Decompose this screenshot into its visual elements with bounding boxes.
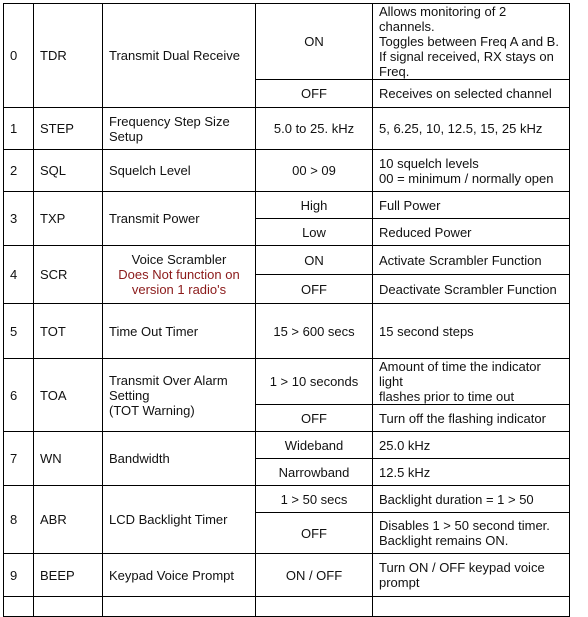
menu-number: 5 <box>4 304 34 359</box>
table-row-sql <box>4 150 570 192</box>
table-row-scr <box>4 246 570 275</box>
option-value: Narrowband <box>256 459 373 486</box>
option-description: 5, 6.25, 10, 12.5, 15, 25 kHz <box>373 108 570 150</box>
menu-number: 0 <box>4 4 34 108</box>
menu-code: TDR <box>34 4 103 108</box>
option-description: Turn ON / OFF keypad voice prompt <box>373 554 570 597</box>
option-value: 5.0 to 25. kHz <box>256 108 373 150</box>
option-value: 00 > 09 <box>256 150 373 192</box>
menu-code <box>34 597 103 617</box>
menu-number: 8 <box>4 486 34 554</box>
option-value: 1 > 50 secs <box>256 486 373 513</box>
menu-code: SCR <box>34 246 103 304</box>
table-row-tdr <box>4 4 570 80</box>
menu-name: Frequency Step Size Setup <box>103 108 256 150</box>
option-value: OFF <box>256 275 373 304</box>
option-description: Backlight duration = 1 > 50 <box>373 486 570 513</box>
menu-code: ABR <box>34 486 103 554</box>
menu-number: 9 <box>4 554 34 597</box>
option-description: 10 squelch levels 00 = minimum / normally open <box>373 150 570 192</box>
table-row-partial <box>4 597 570 617</box>
menu-name: LCD Backlight Timer <box>103 486 256 554</box>
menu-code: SQL <box>34 150 103 192</box>
option-description: Full Power <box>373 192 570 219</box>
menu-code: TOA <box>34 359 103 432</box>
option-value: 1 > 10 seconds <box>256 359 373 405</box>
option-value: ON / OFF <box>256 554 373 597</box>
menu-number: 1 <box>4 108 34 150</box>
option-description: Turn off the flashing indicator <box>373 405 570 432</box>
option-description: Disables 1 > 50 second timer. Backlight remains ON. <box>373 513 570 554</box>
menu-name: Transmit Power <box>103 192 256 246</box>
option-value: Wideband <box>256 432 373 459</box>
menu-name <box>103 246 256 304</box>
menu-name: Squelch Level <box>103 150 256 192</box>
option-description: Amount of time the indicator light flashes prior to time out <box>373 359 570 405</box>
option-value: 15 > 600 secs <box>256 304 373 359</box>
menu-name <box>103 597 256 617</box>
compatibility-note: Does Not function on <box>118 267 240 282</box>
menu-code: STEP <box>34 108 103 150</box>
menu-code: WN <box>34 432 103 486</box>
menu-name-label: Voice Scrambler <box>131 252 227 267</box>
menu-code: TXP <box>34 192 103 246</box>
menu-number: 6 <box>4 359 34 432</box>
table-row-beep <box>4 554 570 597</box>
menu-name: Transmit Dual Receive <box>103 4 256 108</box>
menu-number: 7 <box>4 432 34 486</box>
table-row-step <box>4 108 570 150</box>
option-value: ON <box>256 246 373 275</box>
option-value: OFF <box>256 513 373 554</box>
option-description <box>373 597 570 617</box>
option-value: OFF <box>256 80 373 108</box>
table-row-toa <box>4 359 570 405</box>
menu-number <box>4 597 34 617</box>
menu-number: 2 <box>4 150 34 192</box>
option-description: Receives on selected channel <box>373 80 570 108</box>
menu-number: 4 <box>4 246 34 304</box>
option-value <box>256 597 373 617</box>
menu-name: Keypad Voice Prompt <box>103 554 256 597</box>
table-row-tot <box>4 304 570 359</box>
option-value: High <box>256 192 373 219</box>
option-description: Allows monitoring of 2 channels. Toggles between Freq A and B. If signal received, RX stays on Freq. <box>373 4 570 80</box>
menu-code: TOT <box>34 304 103 359</box>
table-row-abr <box>4 486 570 513</box>
option-value: OFF <box>256 405 373 432</box>
option-description: 12.5 kHz <box>373 459 570 486</box>
table-row-wn <box>4 432 570 459</box>
option-description: Activate Scrambler Function <box>373 246 570 275</box>
menu-code: BEEP <box>34 554 103 597</box>
option-value: ON <box>256 4 373 80</box>
option-description: 15 second steps <box>373 304 570 359</box>
menu-settings-table <box>3 3 570 617</box>
option-value: Low <box>256 219 373 246</box>
option-description: 25.0 kHz <box>373 432 570 459</box>
compatibility-note: version 1 radio's <box>131 282 227 297</box>
option-description: Reduced Power <box>373 219 570 246</box>
menu-name: Transmit Over Alarm Setting (TOT Warning) <box>103 359 256 432</box>
table-row-txp <box>4 192 570 219</box>
menu-name: Time Out Timer <box>103 304 256 359</box>
menu-name: Bandwidth <box>103 432 256 486</box>
menu-number: 3 <box>4 192 34 246</box>
option-description: Deactivate Scrambler Function <box>373 275 570 304</box>
